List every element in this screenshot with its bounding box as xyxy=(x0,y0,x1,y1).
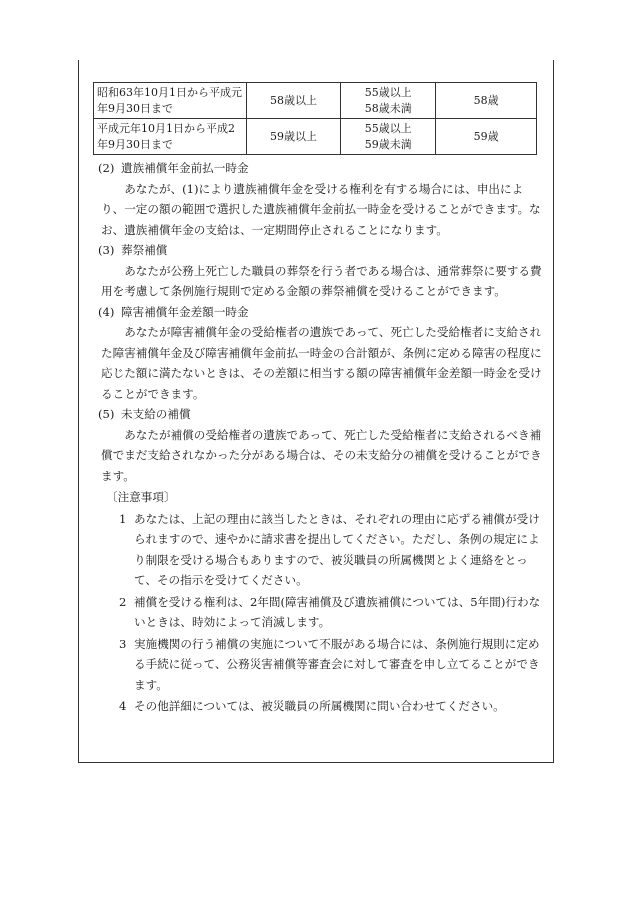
note-text: その他詳細については、被災職員の所属機関に問い合わせてください。 xyxy=(134,699,505,713)
note-text: 補償を受ける権利は、2年間(障害補償及び遺族補償については、5年間)行わないときは、時効によって消滅します。 xyxy=(134,594,541,629)
age-range-cell xyxy=(341,119,436,155)
period-cell: 昭和63年10月1日から平成元年9月30日まで xyxy=(94,83,247,119)
note-number: 4 xyxy=(119,699,127,713)
section-heading xyxy=(92,158,542,179)
table-row xyxy=(94,83,537,119)
period-cell: 平成元年10月1日から平成2年9月30日まで xyxy=(94,119,247,155)
age-cell: 59歳以上 xyxy=(246,119,341,155)
section-body: あなたが、(1)により遺族補償年金を受ける権利を有する場合には、申出により、一定の額の範囲で選択した遺族補償年金前払一時金を受けることができます。なお、遺族補償年金の支給は、一定期間停止されることになります。 xyxy=(101,181,541,237)
age-range-to: 59歳未満 xyxy=(364,137,412,151)
section-title: 葬祭補償 xyxy=(121,243,168,257)
age-cell: 58歳以上 xyxy=(246,83,341,119)
section-body: あなたが補償の受給権者の遺族であって、死亡した受給権者に支給されるべき補償でまだ支給されなかった分がある場合は、その未支給分の補償を受けることができます。 xyxy=(101,427,542,483)
section-heading xyxy=(92,302,542,323)
age-table xyxy=(93,82,537,155)
section-number: (5) xyxy=(98,407,115,421)
section-heading xyxy=(92,404,542,425)
notes-title: 〔注意事項〕 xyxy=(106,490,176,504)
section-body: あなたが公務上死亡した職員の葬祭を行う者である場合は、通常葬祭に要する費用を考慮して条例施行規則で定める金額の葬祭補償を受けることができます。 xyxy=(101,263,542,298)
note-item xyxy=(92,509,542,591)
age-cell: 58歳 xyxy=(436,83,537,119)
note-item xyxy=(92,696,542,717)
note-item xyxy=(92,592,542,633)
section-title: 未支給の補償 xyxy=(121,407,191,421)
document-body xyxy=(92,158,542,717)
age-range-from: 55歳以上 xyxy=(364,121,412,135)
note-number: 3 xyxy=(119,636,127,651)
note-text: あなたは、上記の理由に該当したときは、それぞれの理由に応ずる補償が受けられますので、速やかに請求書を提出してください。ただし、条例の規定により制限を受ける場合もありますので、被災職員の所属機関とよく連絡をとって、その指示を受けてください。 xyxy=(134,511,540,587)
note-number: 1 xyxy=(119,511,127,526)
section-number: (3) xyxy=(98,243,115,257)
note-text: 実施機関の行う補償の実施について不服がある場合には、条例施行規則に定める手続に従って、公務災害補償等審査会に対して審査を申し立てることができます。 xyxy=(134,636,540,692)
section-number: (4) xyxy=(98,304,115,319)
note-number: 2 xyxy=(119,594,127,609)
section-title: 遺族補償年金前払一時金 xyxy=(121,161,249,175)
section-number: (2) xyxy=(98,161,115,175)
age-range-cell xyxy=(341,83,436,119)
section-title: 障害補償年金差額一時金 xyxy=(121,304,249,319)
section-body: あなたが障害補償年金の受給権者の遺族であって、死亡した受給権者に支給された障害補償年金及び障害補償年金前払一時金の合計額が、条例に定める障害の程度に応じた額に満たないときは、その差額に相当する額の障害補償年金差額一時金を受けることができます。 xyxy=(101,325,542,401)
age-range-from: 55歳以上 xyxy=(364,85,412,99)
age-range-to: 58歳未満 xyxy=(364,101,412,115)
age-cell: 59歳 xyxy=(436,119,537,155)
table-row xyxy=(94,119,537,155)
note-item xyxy=(92,634,542,696)
section-heading xyxy=(92,240,542,261)
